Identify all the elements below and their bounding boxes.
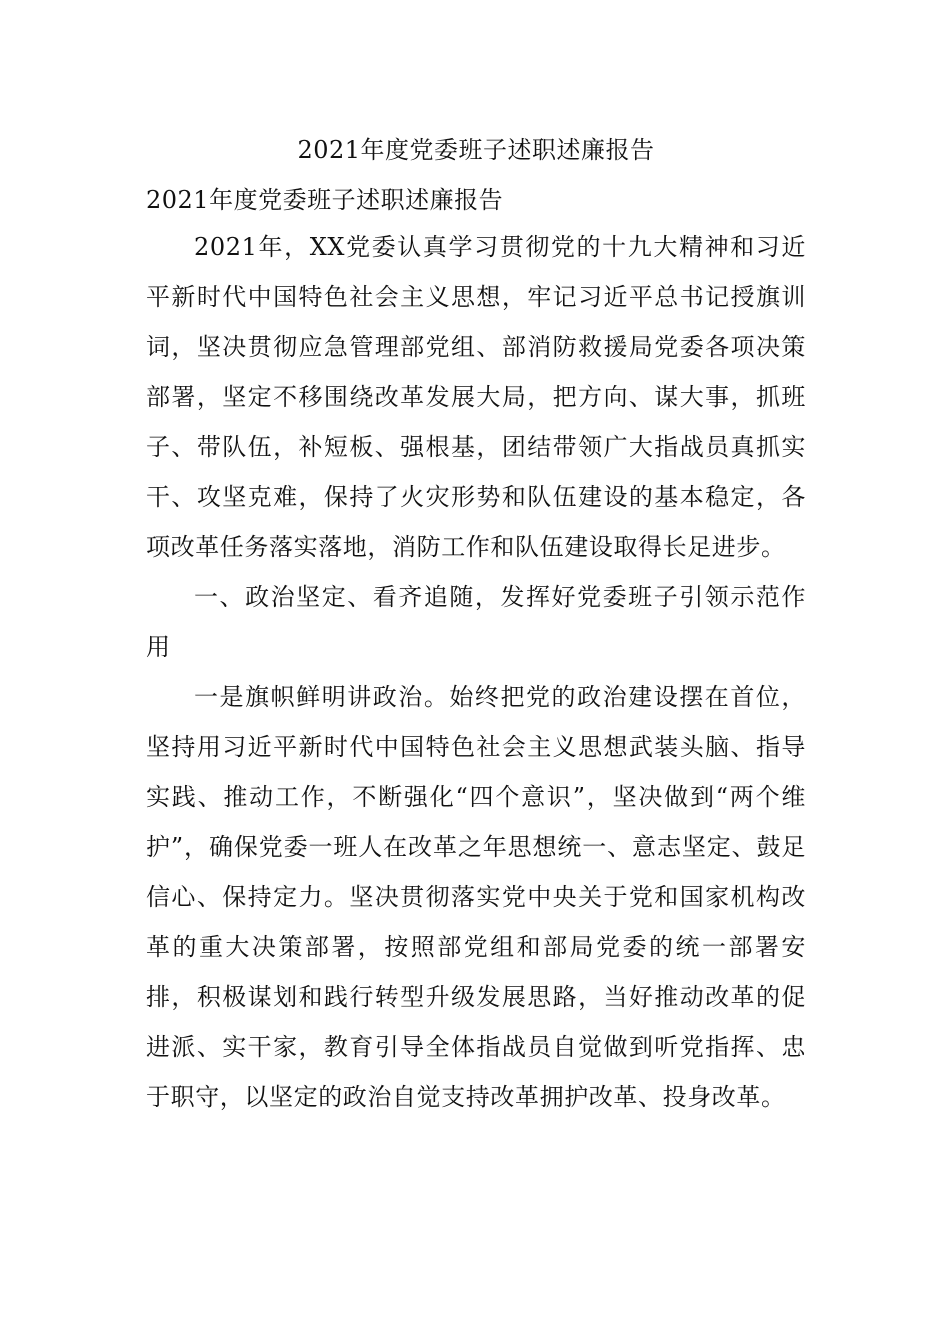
document-title: 2021年度党委班子述职述廉报告 [297,136,655,164]
document-page [146,122,806,1122]
document-subtitle: 2021年度党委班子述职述廉报告 [146,186,504,214]
paragraph-intro: 2021年，XX党委认真学习贯彻党的十九大精神和习近平新时代中国特色社会主义思想，牢记习近平总书记授旗训词，坚决贯彻应急管理部党组、部消防救援局党委各项决策部署，坚定不移围绕改革发展大局，把方向、谋大事，抓班子、带队伍，补短板、强根基，团结带领广大指战员真抓实干、攻坚克难，保持了火灾形势和队伍建设的基本稳定，各项改革任务落实落地，消防工作和队伍建设取得长足进步。 [146,233,806,561]
paragraph-politics: 一是旗帜鲜明讲政治。始终把党的政治建设摆在首位，坚持用习近平新时代中国特色社会主义思想武装头脑、指导实践、推动工作，不断强化“四个意识”，坚决做到“两个维护”，确保党委一班人在改革之年思想统一、意志坚定、鼓足信心、保持定力。坚决贯彻落实党中央关于党和国家机构改革的重大决策部署，按照部党组和部局党委的统一部署安排，积极谋划和践行转型升级发展思路，当好推动改革的促进派、实干家，教育引导全体指战员自觉做到听党指挥、忠于职守，以坚定的政治自觉支持改革拥护改革、投身改革。 [146,683,806,1111]
section-heading-1: 一、政治坚定、看齐追随，发挥好党委班子引领示范作用 [146,583,806,661]
